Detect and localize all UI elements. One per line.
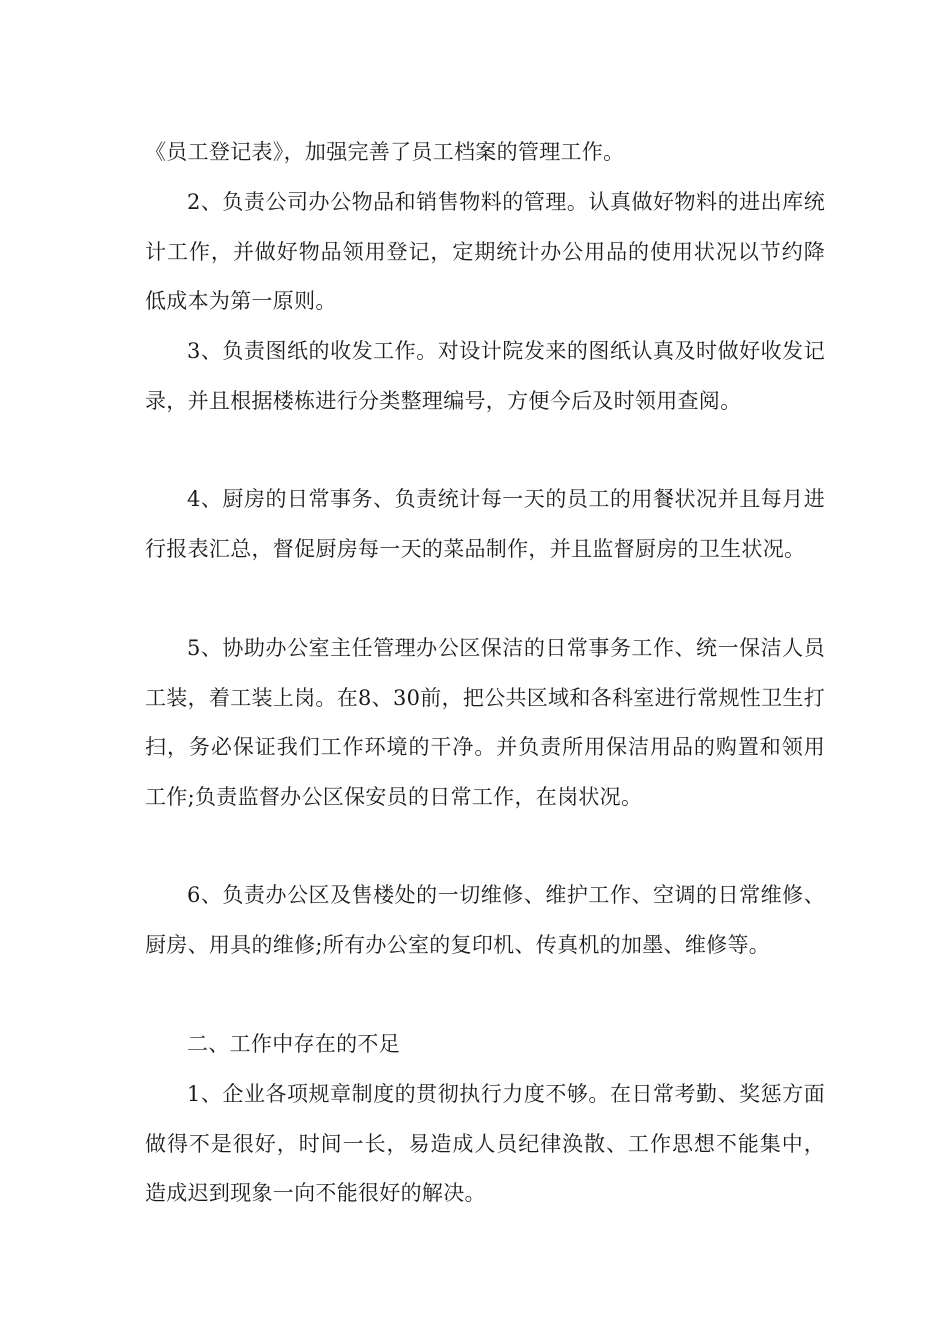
paragraph-item-6: 6、负责办公区及售楼处的一切维修、维护工作、空调的日常维修、厨房、用具的维修;所有办公室的复印机、传真机的加墨、维修等。: [145, 883, 825, 957]
paragraph-item-3: 3、负责图纸的收发工作。对设计院发来的图纸认真及时做好收发记录，并且根据楼栋进行分类整理编号，方便今后及时领用查阅。: [145, 339, 825, 413]
paragraph-item-2: 2、负责公司办公物品和销售物料的管理。认真做好物料的进出库统计工作，并做好物品领用登记，定期统计办公用品的使用状况以节约降低成本为第一原则。: [145, 190, 825, 313]
paragraph-item-5: 5、协助办公室主任管理办公区保洁的日常事务工作、统一保洁人员工装，着工装上岗。在8、30前，把公共区域和各科室进行常规性卫生打扫，务必保证我们工作环境的干净。并负责所用保洁用品的购置和领用工作;负责监督办公区保安员的日常工作，在岗状况。: [145, 636, 825, 809]
paragraph-continuation: 《员工登记表》，加强完善了员工档案的管理工作。: [145, 140, 625, 164]
section-heading-shortcomings: 二、工作中存在的不足: [187, 1032, 400, 1056]
paragraph-item-4: 4、厨房的日常事务、负责统计每一天的员工的用餐状况并且每月进行报表汇总，督促厨房每一天的菜品制作，并且监督厨房的卫生状况。: [145, 487, 825, 561]
paragraph-shortcoming-1: 1、企业各项规章制度的贯彻执行力度不够。在日常考勤、奖惩方面做得不是很好，时间一长，易造成人员纪律涣散、工作思想不能集中，造成迟到现象一向不能很好的解决。: [145, 1082, 825, 1205]
